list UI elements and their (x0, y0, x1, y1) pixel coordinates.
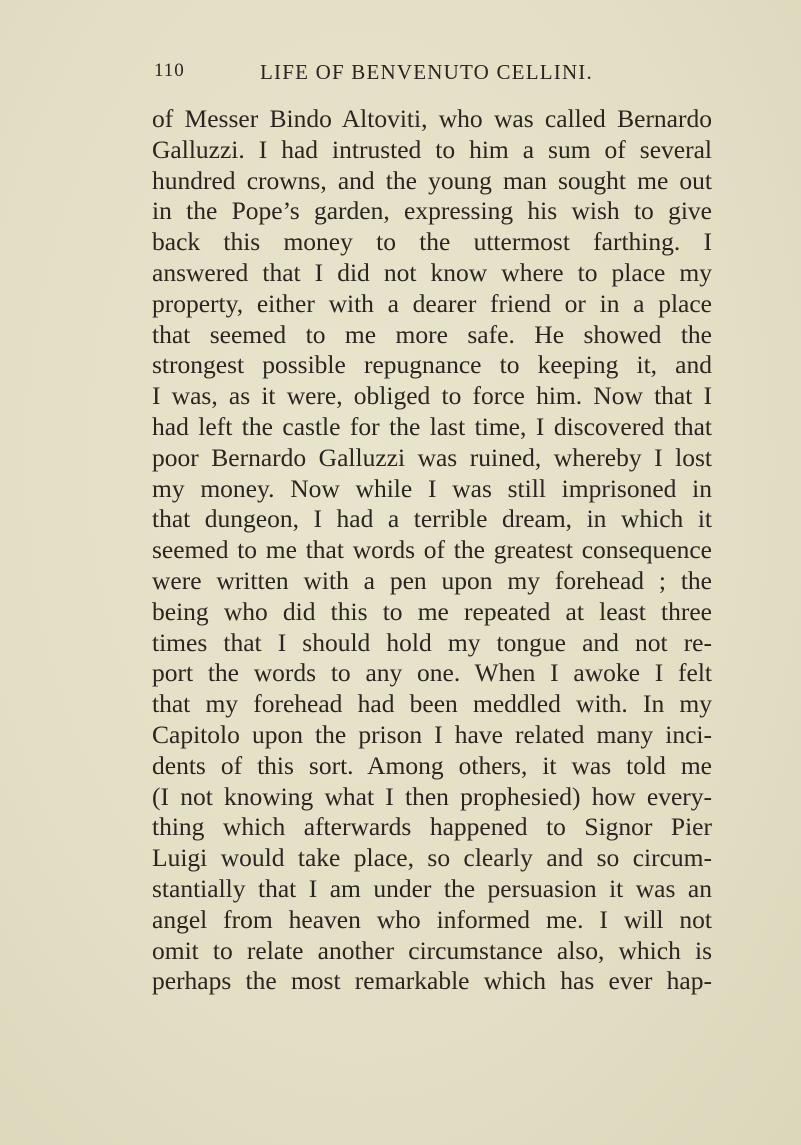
text-line: were written with a pen upon my forehead ; the (152, 565, 712, 595)
text-line: hundred crowns, and the young man sought me out (152, 165, 712, 195)
text-line: property, either with a dearer friend or in a place (152, 288, 712, 318)
running-head: LIFE OF BENVENUTO CELLINI. (260, 60, 593, 84)
text-line: stantially that I am under the persuasion it was an (152, 873, 712, 903)
text-line: strongest possible repugnance to keeping it, and (152, 350, 712, 380)
text-line: dents of this sort. Among others, it was told me (152, 750, 712, 780)
text-line: that dungeon, I had a terrible dream, in which it (152, 504, 712, 534)
text-line: port the words to any one. When I awoke I felt (152, 658, 712, 688)
text-line: times that I should hold my tongue and not re- (152, 627, 712, 657)
page-header (154, 60, 714, 90)
text-line: answered that I did not know where to place my (152, 257, 712, 287)
text-line: poor Bernardo Galluzzi was ruined, whereby I lost (152, 442, 712, 472)
text-line: I was, as it were, obliged to force him. Now that I (152, 381, 712, 411)
body-text (152, 104, 712, 997)
text-line: my money. Now while I was still imprisoned in (152, 473, 712, 503)
text-line: being who did this to me repeated at least three (152, 596, 712, 626)
text-line: seemed to me that words of the greatest consequence (152, 535, 712, 565)
text-line: of Messer Bindo Altoviti, who was called Bernardo (152, 104, 712, 133)
text-line: Luigi would take place, so clearly and so circum- (152, 843, 712, 873)
text-line: back this money to the uttermost farthing. I (152, 227, 712, 257)
text-line: had left the castle for the last time, I discovered that (152, 411, 712, 441)
text-line: that seemed to me more safe. He showed the (152, 319, 712, 349)
text-line: thing which afterwards happened to Signor Pier (152, 812, 712, 842)
text-line: perhaps the most remarkable which has ever hap- (152, 966, 712, 996)
text-line: angel from heaven who informed me. I will not (152, 904, 712, 934)
text-line: in the Pope’s garden, expressing his wish to give (152, 196, 712, 226)
text-line: (I not knowing what I then prophesied) how every- (152, 781, 712, 811)
page-number: 110 (154, 60, 185, 81)
text-line: omit to relate another circumstance also, which is (152, 935, 712, 965)
text-line: Galluzzi. I had intrusted to him a sum of several (152, 134, 712, 164)
text-line: Capitolo upon the prison I have related many inci- (152, 719, 712, 749)
text-line: that my forehead had been meddled with. In my (152, 689, 712, 719)
